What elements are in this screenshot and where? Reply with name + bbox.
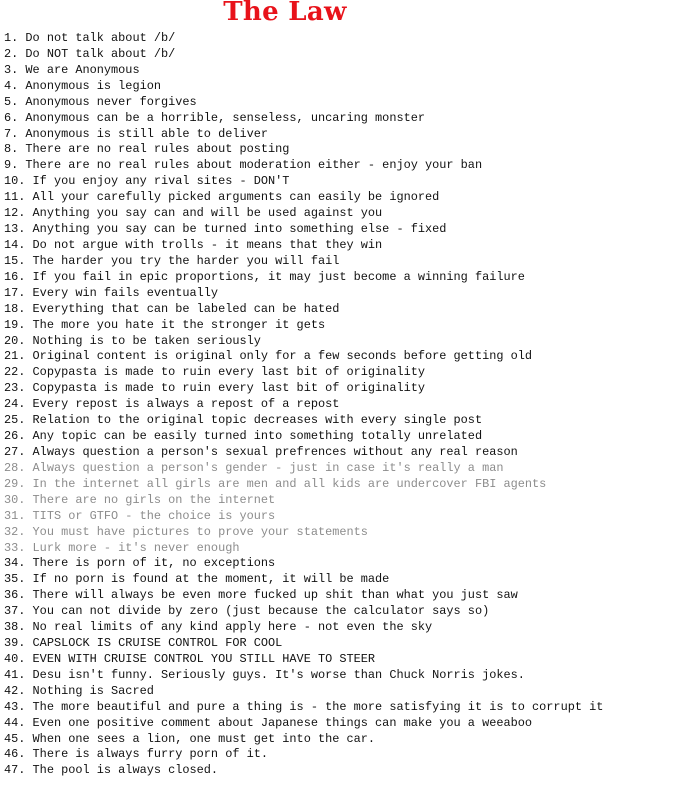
rule-item: 17. Every win fails eventually xyxy=(4,285,219,300)
rule-item: 3. We are Anonymous xyxy=(4,62,140,77)
rule-item: 30. There are no girls on the internet xyxy=(4,492,276,507)
rule-item: 13. Anything you say can be turned into something else - fixed xyxy=(4,222,447,237)
rule-item: 5. Anonymous never forgives xyxy=(4,94,197,109)
rule-item: 25. Relation to the original topic decreases with every single post xyxy=(4,413,483,428)
rule-item: 44. Even one positive comment about Japanese things can make you a weeaboo xyxy=(4,715,533,730)
rule-item: 31. TITS or GTFO - the choice is yours xyxy=(4,508,276,523)
rule-item: 2. Do NOT talk about /b/ xyxy=(4,46,176,61)
rule-item: 21. Original content is original only for a few seconds before getting old xyxy=(4,349,533,364)
rule-item: 4. Anonymous is legion xyxy=(4,78,161,93)
rule-item: 1. Do not talk about /b/ xyxy=(4,31,176,45)
rule-item: 28. Always question a person's gender - just in case it's really a man xyxy=(4,460,504,475)
rule-item: 12. Anything you say can and will be used against you xyxy=(4,206,383,221)
rule-item: 47. The pool is always closed. xyxy=(4,763,219,778)
rule-item: 26. Any topic can be easily turned into something totally unrelated xyxy=(4,429,483,444)
rule-item: 15. The harder you try the harder you will fail xyxy=(4,253,340,268)
rule-item: 14. Do not argue with trolls - it means that they win xyxy=(4,237,383,252)
rule-item: 8. There are no real rules about posting xyxy=(4,142,290,157)
rule-item: 27. Always question a person's sexual prefrences without any real reason xyxy=(4,444,518,459)
rule-item: 43. The more beautiful and pure a thing is - the more satisfying it is to corrupt it xyxy=(4,699,604,714)
rule-item: 35. If no porn is found at the moment, it will be made xyxy=(4,572,390,587)
rules-list xyxy=(4,31,603,779)
rule-item: 23. Copypasta is made to ruin every last bit of originality xyxy=(4,381,425,396)
rule-item: 19. The more you hate it the stronger it gets xyxy=(4,317,326,332)
rule-item: 39. CAPSLOCK IS CRUISE CONTROL FOR COOL xyxy=(4,636,283,651)
rule-item: 7. Anonymous is still able to deliver xyxy=(4,126,269,141)
rule-item: 32. You must have pictures to prove your statements xyxy=(4,524,368,539)
rule-item: 40. EVEN WITH CRUISE CONTROL YOU STILL HAVE TO STEER xyxy=(4,651,376,666)
rule-item: 20. Nothing is to be taken seriously xyxy=(4,333,261,348)
rule-item: 41. Desu isn't funny. Seriously guys. It's worse than Chuck Norris jokes. xyxy=(4,667,525,682)
rule-item: 18. Everything that can be labeled can be hated xyxy=(4,301,340,316)
rule-item: 29. In the internet all girls are men and all kids are undercover FBI agents xyxy=(4,476,547,491)
rule-item: 45. When one sees a lion, one must get into the car. xyxy=(4,731,376,746)
rule-item: 6. Anonymous can be a horrible, senseless, uncaring monster xyxy=(4,110,425,125)
rule-item: 46. There is always furry porn of it. xyxy=(4,747,269,762)
rule-item: 38. No real limits of any kind apply here - not even the sky xyxy=(4,620,433,635)
rule-item: 16. If you fail in epic proportions, it may just become a winning failure xyxy=(4,269,525,284)
rule-item: 34. There is porn of it, no exceptions xyxy=(4,556,276,571)
rule-item: 11. All your carefully picked arguments can easily be ignored xyxy=(4,190,440,205)
page-title: The Law xyxy=(223,0,347,27)
rule-item: 37. You can not divide by zero (just because the calculator says so) xyxy=(4,604,490,619)
rule-item: 33. Lurk more - it's never enough xyxy=(4,540,240,555)
rule-item: 10. If you enjoy any rival sites - DON'T xyxy=(4,174,290,189)
rule-item: 42. Nothing is Sacred xyxy=(4,683,154,698)
rule-item: 9. There are no real rules about moderation either - enjoy your ban xyxy=(4,158,483,173)
rule-item: 22. Copypasta is made to ruin every last bit of originality xyxy=(4,365,425,380)
rule-item: 24. Every repost is always a repost of a repost xyxy=(4,397,340,412)
rule-item: 36. There will always be even more fucked up shit than what you just saw xyxy=(4,588,518,603)
